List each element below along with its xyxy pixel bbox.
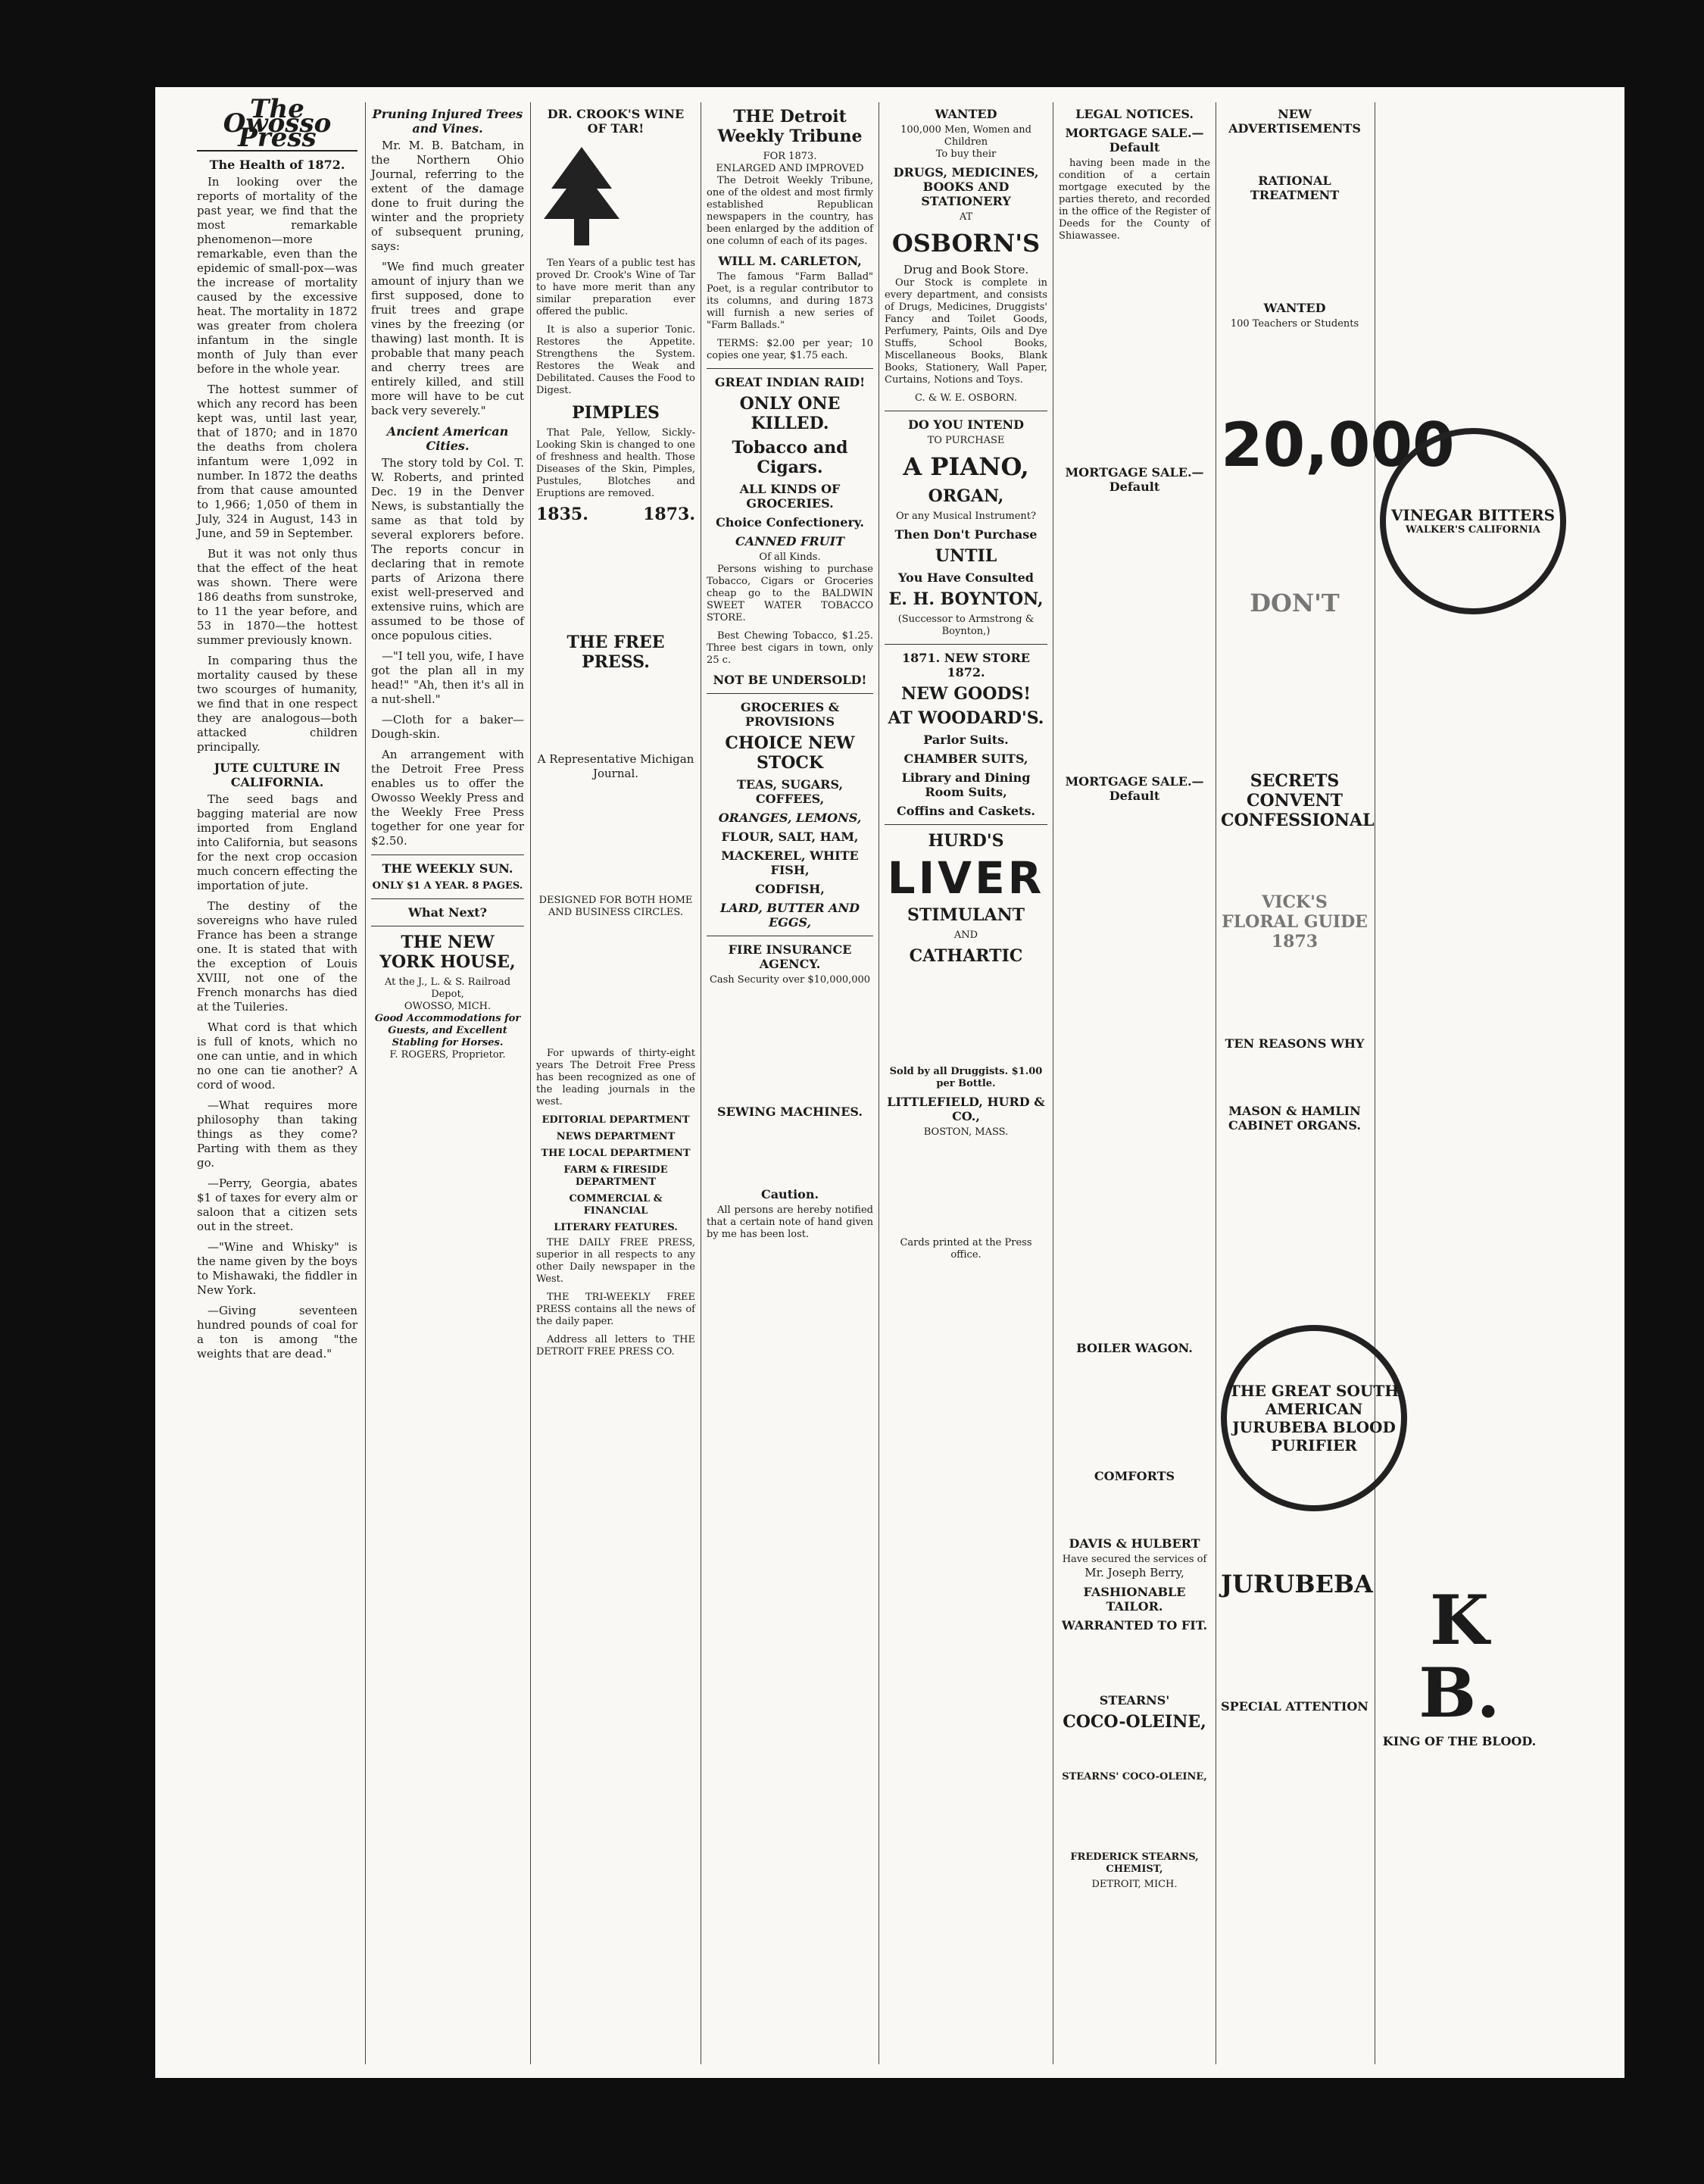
ad-paragraph: That Pale, Yellow, Sickly-Looking Skin is changed to one of freshness and health. Those Diseases of the Skin, Pimples, Pustules, Blotches and Eruptions are removed. [536,427,695,499]
article-paragraph: But it was not only thus that the effect of the heat was shown. There were 186 deaths from sunstroke, to 11 the year before, and 53 in 1870—the hottest summer previously known. [197,547,357,647]
ad-heading: Choice Confectionery. [716,515,864,530]
ad-line: To buy their [935,148,997,160]
ad-heading: NEW GOODS! [901,684,1031,704]
ad-heading: SEWING MACHINES. [717,1104,863,1119]
article-paragraph: In comparing thus the mortality caused by these two scourges of humanity, we find that in one respect they are analogous—both attacked children principally. [197,654,357,754]
ad-paragraph: All persons are hereby notified that a certain note of hand given by me has been lost. [707,1204,873,1240]
ad-heading: Then Don't Purchase [894,527,1038,542]
coco-oleine-title: COCO-OLEINE, [1063,1712,1206,1732]
ad-heading: COMFORTS [1094,1469,1175,1483]
section-heading: COMMERCIAL & FINANCIAL [569,1193,663,1217]
ad-heading: ORGAN, [928,486,1004,506]
legal-heading: MORTGAGE SALE.—Default [1065,465,1204,494]
ad-line: AT [959,211,973,223]
section-heading: EDITORIAL DEPARTMENT [541,1114,690,1126]
ad-line: Cash Security over $10,000,000 [709,974,871,986]
ad-heading: FIRE INSURANCE AGENCY. [728,942,852,971]
ad-heading: Tobacco and Cigars. [732,438,848,477]
ad-line: AND [953,930,978,941]
ad-line: Mr. Joseph Berry, [1085,1566,1184,1579]
year-right: 1873. [643,505,695,524]
article-paragraph: Address all letters to THE DETROIT FREE PRESS CO. [536,1334,695,1358]
article-heading: The Health of 1872. [209,158,345,172]
ad-heading: CHOICE NEW STOCK [725,733,855,773]
ad-heading: FLOUR, SALT, HAM, [721,830,859,844]
ad-heading: ALL KINDS OF GROCERIES. [739,482,841,511]
ad-heading: STEARNS' [1099,1693,1170,1708]
article-paragraph: The hottest summer of which any record has been kept was, until last year, that of 1870; and in 1870 the deaths from cholera infantum were 1,092 in number. In 1872 the deaths from that cause amounted to 1,966; 1,050 of them in July, 324 in August, 143 in June, and 59 in September. [197,383,357,540]
ad-paragraph: Ten Years of a public test has proved Dr. Crook's Wine of Tar to have more merit than any similar preparation ever offered the public. [536,258,695,317]
column-1 [197,94,357,2068]
article-paragraph: The seed bags and bagging material are now imported from England into California, but seasons for the next crop occasion much concern effecting the importation of jute. [197,792,357,892]
ad-line: FREDERICK STEARNS, CHEMIST, [1070,1851,1199,1875]
ad-heading: SPECIAL ATTENTION [1221,1699,1369,1714]
article-paragraph: —Perry, Georgia, abates $1 of taxes for every alm or saloon that a citizen sets out in the street. [197,1176,357,1233]
ad-subheading: ONLY $1 A YEAR. 8 PAGES. [372,880,523,892]
ad-heading: GROCERIES & PROVISIONS [740,700,840,729]
ad-heading: WANTED [1263,301,1326,315]
free-press-title: THE FREE PRESS. [566,633,665,672]
ad-heading: What Next? [407,905,488,920]
article-paragraph: The destiny of the sovereigns who have ruled France has been a strange one. It is stated that with the exception of Louis XVIII, not one of the French monarchs has died at the Tuileries. [197,899,357,1014]
ad-heading: NOT BE UNDERSOLD! [713,673,867,687]
article-paragraph: —"I tell you, wife, I have got the plan all in my head!" "Ah, then it's all in a nut-shell." [371,649,524,706]
article-paragraph: The Detroit Weekly Tribune, one of the oldest and most firmly established Republican newspapers in the country, has been enlarged by the addition of one column of each of its pages. [707,175,873,247]
ad-heading: CODFISH, [755,882,825,896]
column-3 [536,102,695,2068]
article-paragraph: What cord is that which is full of knots, which no one can untie, and in which no one can tie another? A cord of wood. [197,1020,357,1092]
ad-heading: E. H. BOYNTON, [888,589,1044,609]
ad-heading: TEAS, SUGARS, COFFEES, [736,777,844,806]
jurubeba-badge: THE GREAT SOUTH AMERICAN JURUBEBA BLOOD PURIFIER [1221,1325,1407,1511]
article-paragraph: Mr. M. B. Batcham, in the Northern Ohio Journal, referring to the extent of the damage done to fruit during the winter and the propriety of subsequent pruning, says: [371,139,524,253]
ad-heading: LARD, BUTTER AND EGGS, [719,901,860,930]
ad-line: Have secured the services of [1062,1554,1207,1565]
tribune-title: THE Detroit Weekly Tribune [717,107,863,146]
article-paragraph: —Giving seventeen hundred pounds of coal for a ton is among "the weights that are dead." [197,1304,357,1361]
article-paragraph: —"Wine and Whisky" is the name given by the boys to Mishawaki, the fiddler in New York. [197,1240,357,1297]
ad-line: TO PURCHASE [927,435,1005,446]
section-heading: LITERARY FEATURES. [554,1222,678,1233]
article-paragraph: The story told by Col. T. W. Roberts, and printed Dec. 19 in the Denver News, is substantially the same as that told by several explorers before. The reports concur in declaring that in remote parts of Arizona there exist well-preserved and extensive ruins, which are assumed to be those of once populous cities. [371,456,524,642]
ad-line: Sold by all Druggists. $1.00 per Bottle. [889,1066,1043,1089]
ad-paragraph: Persons wishing to purchase Tobacco, Cigars or Groceries cheap go to the BALDWIN SWEET WATER TOBACCO STORE. [707,564,873,623]
ad-heading: DAVIS & HULBERT [1069,1536,1200,1551]
article-paragraph: —Cloth for a baker—Dough-skin. [371,713,524,741]
ad-line: Cards printed at the Press office. [900,1237,1032,1261]
article-paragraph: THE TRI-WEEKLY FREE PRESS contains all the news of the daily paper. [536,1292,695,1327]
ad-heading: AT WOODARD'S. [888,708,1044,728]
ad-heading: MASON & HAMLIN CABINET ORGANS. [1228,1104,1361,1133]
column-8 [1380,102,1556,2068]
ad-heading: Caution. [760,1187,819,1201]
legal-paragraph: having been made in the condition of a certain mortgage executed by the parties thereto, and recorded in the office of the Register of Deeds for the County of Shiawassee. [1059,158,1210,242]
vinegar-bitters-title: VINEGAR BITTERS [1390,506,1556,524]
article-paragraph: For upwards of thirty-eight years The Detroit Free Press has been recognized as one of the leading journals in the west. [536,1048,695,1108]
hurds-title: HURD'S [928,831,1004,851]
ad-heading: WANTED [935,107,997,121]
ad-heading: GREAT INDIAN RAID! [714,375,866,389]
hotel-ad-line: At the J., L. & S. Railroad Depot, [384,976,511,1000]
article-paragraph: THE DAILY FREE PRESS, superior in all respects to any other Daily newspaper in the West. [536,1237,695,1285]
ad-heading: ONLY ONE KILLED. [739,394,841,433]
ad-heading: SECRETS CONVENT CONFESSIONAL [1221,771,1375,830]
ad-heading: 1871. NEW STORE 1872. [902,651,1030,680]
hotel-ad-title: THE NEW YORK HOUSE, [379,933,516,972]
ad-paragraph: It is also a superior Tonic. Restores the Appetite. Strengthens the System. Restores the Weak and Debilitated. Causes the Food to Digest. [536,324,695,396]
column-7 [1221,102,1455,2068]
ad-heading: VICK'S FLORAL GUIDE 1873 [1222,892,1368,951]
article-heading: Ancient American Cities. [386,424,509,453]
ad-heading: UNTIL [935,546,997,566]
ad-heading: ORANGES, LEMONS, [718,811,862,825]
ad-heading: PIMPLES [572,403,660,423]
ad-heading: MACKEREL, WHITE FISH, [721,848,859,877]
article-paragraph: An arrangement with the Detroit Free Press enables us to offer the Owosso Weekly Press and the Weekly Free Press together for one year for $2.50. [371,748,524,848]
ad-heading: TEN REASONS WHY [1225,1036,1365,1051]
ad-heading: You Have Consulted [898,570,1034,585]
ad-heading: CATHARTIC [909,946,1023,966]
ad-paragraph: Best Chewing Tobacco, $1.25. Three best cigars in town, only 25 c. [707,630,873,666]
ad-heading: WARRANTED TO FIT. [1061,1618,1208,1633]
article-paragraph: TERMS: $2.00 per year; 10 copies one year, $1.75 each. [707,338,873,361]
jurubeba-title: JURUBEBA [1221,1570,1373,1598]
ad-line: Of all Kinds. [759,551,821,563]
ad-heading: Library and Dining Room Suits, [901,770,1031,799]
hotel-ad-line: F. ROGERS, Proprietor. [389,1049,506,1061]
ad-paragraph: Our Stock is complete in every department, and consists of Drugs, Medicines, Druggists' Fancy and Toilet Goods, Perfumery, Paints, Oils and Dye Stuffs, School Books, Miscellaneous Books, Blank Books, Stationery, Wall Paper, Curtains, Notions and Toys. [885,277,1047,386]
ad-line: BOSTON, MASS. [923,1126,1009,1138]
article-paragraph: In looking over the reports of mortality of the past year, we find that the most remarkable phenomenon—more remarkable, even than the epidemic of small-pox—was the increase of mortality caused by the excessive heat. The mortality in 1872 was greater from cholera infantum in the single month of July than ever before in the whole year. [197,175,357,376]
column-2 [371,102,524,2068]
section-heading: FARM & FIRESIDE DEPARTMENT [563,1164,668,1188]
section-heading: WILL M. CARLETON, [718,254,862,268]
free-press-tagline: DESIGNED FOR BOTH HOME AND BUSINESS CIRCLES. [538,895,693,918]
ad-line: 100 Teachers or Students [1230,318,1359,330]
free-press-subtitle: A Representative Michigan Journal. [537,752,694,780]
ad-line: DETROIT, MICH. [1091,1879,1178,1890]
legal-heading: MORTGAGE SALE.—Default [1065,126,1204,155]
vinegar-bitters-badge [1380,428,1566,614]
ad-heading: DRUGS, MEDICINES, BOOKS AND STATIONERY [893,165,1039,208]
article-heading: JUTE CULTURE IN CALIFORNIA. [214,761,341,789]
article-paragraph: The famous "Farm Ballad" Poet, is a regular contributor to its columns, and during 1873 will furnish a new series of "Farm Ballads." [707,271,873,331]
ad-signature: C. & W. E. OSBORN. [914,392,1018,404]
section-heading: NEW ADVERTISEMENTS [1228,107,1361,136]
ad-heading: BOILER WAGON. [1076,1341,1193,1355]
section-heading: NEWS DEPARTMENT [556,1131,676,1142]
hotel-ad-line: Good Accommodations for Guests, and Excellent Stabling for Horses. [374,1013,521,1048]
ad-heading: RATIONAL TREATMENT [1250,173,1340,202]
ad-heading: Coffins and Caskets. [897,804,1035,818]
section-heading: THE LOCAL DEPARTMENT [541,1148,691,1159]
vinegar-bitters-subtitle: WALKER'S CALIFORNIA [1406,524,1540,536]
article-paragraph: —What requires more philosophy than taking things as they come? Parting with them as they go. [197,1098,357,1170]
column-5 [885,102,1047,2068]
tribune-subtitle: ENLARGED AND IMPROVED [716,163,864,174]
ad-heading: Parlor Suits. [923,733,1009,747]
piano-title: A PIANO, [903,452,1029,481]
legal-heading: MORTGAGE SALE.—Default [1065,774,1204,803]
masthead-title: The Owosso Press [197,102,357,152]
ad-heading: LITTLEFIELD, HURD & CO., [887,1095,1045,1123]
ad-line: 100,000 Men, Women and Children [900,124,1031,148]
osborn-title: OSBORN'S [891,229,1041,258]
article-heading: Pruning Injured Trees and Vines. [372,107,523,136]
article-paragraph: "We find much greater amount of injury than we first supposed, done to fruit trees and grape vines by the freezing (or thawing) last month. It is probable that many peach and cherry trees are entirely killed, and still more will have to be cut back very severely." [371,260,524,417]
year-left: 1835. [536,505,588,524]
ad-heading: FASHIONABLE TAILOR. [1083,1585,1186,1614]
ad-line: (Successor to Armstrong & Boynton,) [897,614,1035,637]
pine-tree-illustration [536,143,627,249]
ad-line: Drug and Book Store. [903,263,1029,277]
tribune-subtitle: FOR 1873. [763,151,817,162]
ad-heading: DR. CROOK'S WINE OF TAR! [547,107,685,136]
ad-heading: THE WEEKLY SUN. [382,861,513,876]
ad-heading: DO YOU INTEND [908,417,1024,432]
ad-line: Or any Musical Instrument? [895,511,1036,522]
king-of-blood-logo: K B. [1418,1580,1500,1733]
liver-title: LIVER [887,852,1045,904]
ad-big-number: 20,000 [1221,410,1455,480]
ad-heading: CANNED FRUIT [735,534,845,548]
ad-heading: DON'T [1250,589,1340,617]
ad-heading: CHAMBER SUITS, [903,751,1028,766]
section-heading: LEGAL NOTICES. [1075,107,1194,121]
ad-line: STEARNS' COCO-OLEINE, [1062,1771,1207,1783]
ad-heading: STIMULANT [907,905,1025,925]
column-6 [1059,102,1210,2068]
hotel-ad-line: OWOSSO, MICH. [404,1001,492,1012]
column-4 [707,102,873,2068]
ad-heading: KING OF THE BLOOD. [1382,1734,1537,1748]
